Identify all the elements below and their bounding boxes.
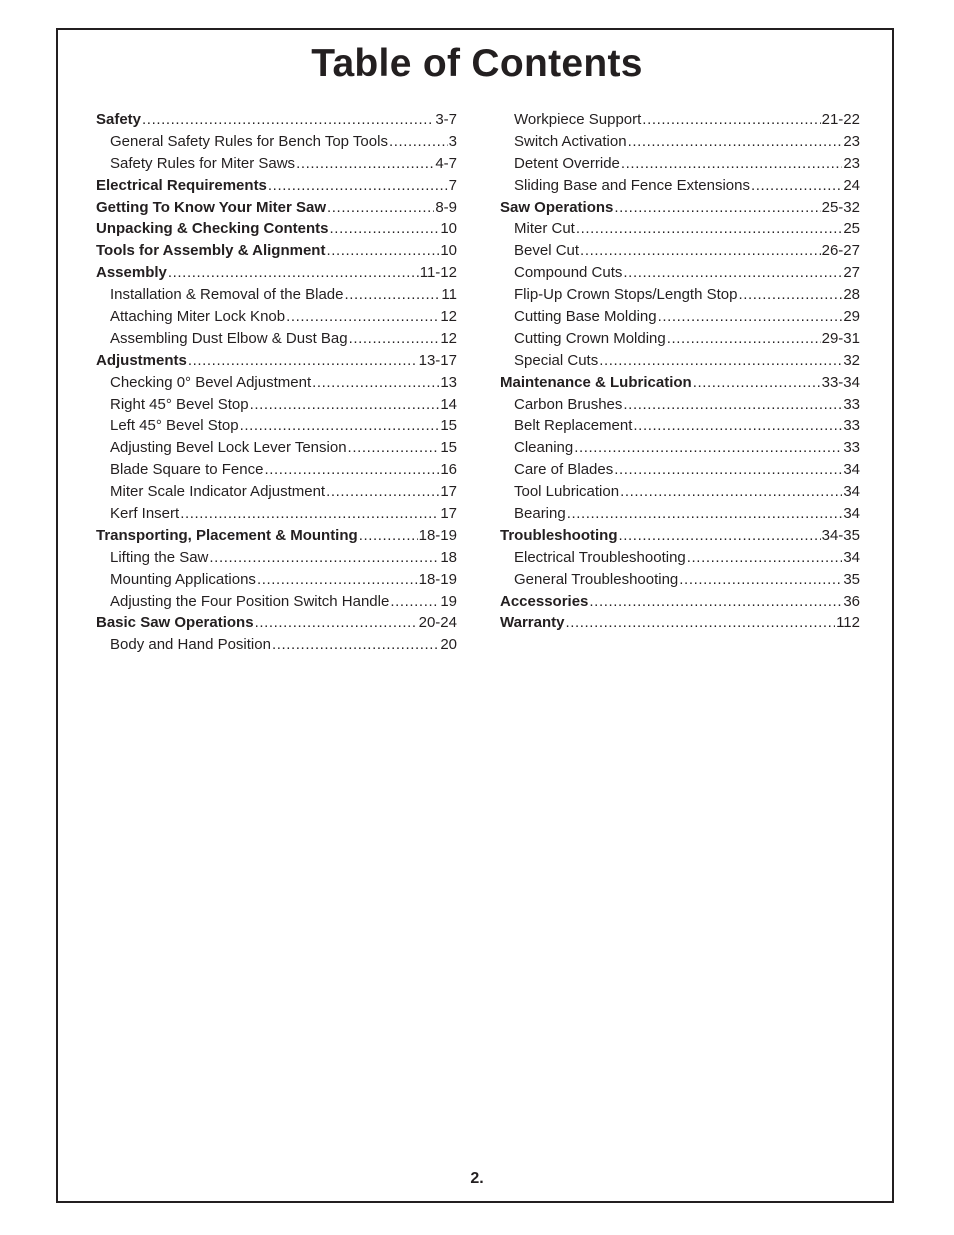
toc-entry-page: 13-17	[418, 351, 457, 369]
toc-entry-page: 29-31	[821, 329, 860, 347]
page-title: Table of Contents	[311, 42, 643, 85]
toc-entry-page: 36	[843, 592, 860, 610]
toc-entry-label: Installation & Removal of the Blade	[110, 286, 344, 304]
dot-leader	[567, 503, 843, 525]
toc-entry-label: Flip-Up Crown Stops/Length Stop	[514, 286, 738, 304]
toc-entry-label: Cutting Base Molding	[514, 308, 657, 326]
toc-entry-label: Maintenance & Lubrication	[500, 373, 692, 391]
dot-leader	[738, 284, 842, 306]
toc-subsection-entry[interactable]	[96, 372, 457, 394]
toc-entry-label: Switch Activation	[514, 132, 627, 150]
dot-leader	[599, 350, 842, 372]
dot-leader	[348, 437, 440, 459]
toc-entry-page: 16	[440, 461, 457, 479]
page-number: 2.	[470, 1170, 484, 1187]
toc-subsection-entry[interactable]	[500, 131, 860, 153]
toc-entry-label: Right 45° Bevel Stop	[110, 395, 249, 413]
toc-subsection-entry[interactable]	[500, 569, 860, 591]
toc-entry-label: Cutting Crown Molding	[514, 329, 666, 347]
toc-entry-label: Safety	[96, 111, 142, 128]
toc-entry-label: Troubleshooting	[500, 526, 618, 544]
toc-entry-page: 4-7	[435, 154, 457, 172]
toc-subsection-entry[interactable]	[500, 350, 860, 372]
toc-subsection-entry[interactable]	[500, 503, 860, 525]
toc-entry-label: Assembly	[96, 264, 167, 282]
dot-leader	[250, 394, 440, 416]
dot-leader	[628, 131, 843, 153]
toc-entry-page: 28	[843, 286, 860, 304]
toc-subsection-entry[interactable]	[96, 153, 457, 175]
toc-entry-page: 20-24	[418, 614, 457, 632]
toc-subsection-entry[interactable]	[500, 415, 860, 437]
dot-leader	[751, 175, 842, 197]
toc-entry-label: Electrical Troubleshooting	[514, 548, 686, 566]
toc-entry-label: Accessories	[500, 592, 589, 610]
toc-subsection-entry[interactable]	[500, 459, 860, 481]
dot-leader	[268, 175, 448, 197]
dot-leader	[614, 197, 820, 219]
toc-subsection-entry[interactable]	[96, 503, 457, 525]
toc-entry-page: 15	[440, 417, 457, 435]
dot-leader	[687, 547, 843, 569]
toc-entry-page: 25	[843, 220, 860, 238]
toc-subsection-entry[interactable]	[96, 634, 457, 656]
toc-entry-label: Left 45° Bevel Stop	[110, 417, 239, 435]
toc-entry-label: Lifting the Saw	[110, 548, 209, 566]
toc-section-entry[interactable]	[500, 612, 860, 634]
toc-section-entry[interactable]	[96, 262, 457, 284]
toc-entry-label: General Safety Rules for Bench Top Tools	[110, 132, 388, 150]
dot-leader	[390, 591, 439, 613]
toc-entry-page: 10	[440, 220, 457, 238]
toc-entry-page: 35	[843, 570, 860, 588]
toc-entry-page: 33	[843, 417, 860, 435]
toc-section-entry[interactable]	[96, 175, 457, 197]
toc-entry-label: Mounting Applications	[110, 570, 256, 588]
toc-subsection-entry[interactable]	[500, 328, 860, 350]
toc-subsection-entry[interactable]	[500, 109, 860, 131]
dot-leader	[326, 481, 439, 503]
toc-entry-page: 15	[440, 439, 457, 457]
toc-entry-label: Basic Saw Operations	[96, 614, 254, 632]
toc-section-entry[interactable]	[500, 591, 860, 613]
toc-entry-label: Tools for Assembly & Alignment	[96, 242, 326, 260]
toc-subsection-entry[interactable]	[500, 547, 860, 569]
toc-section-entry[interactable]	[500, 197, 860, 219]
toc-subsection-entry[interactable]	[96, 394, 457, 416]
dot-leader	[188, 350, 418, 372]
toc-section-entry[interactable]	[96, 197, 457, 219]
dot-leader	[614, 459, 842, 481]
toc-subsection-entry[interactable]	[96, 284, 457, 306]
toc-entry-page: 14	[440, 395, 457, 413]
toc-entry-label: Assembling Dust Elbow & Dust Bag	[110, 329, 348, 347]
toc-section-entry[interactable]	[500, 525, 860, 547]
dot-leader	[296, 153, 434, 175]
toc-entry-page: 18-19	[418, 526, 457, 544]
dot-leader	[389, 131, 448, 153]
toc-subsection-entry[interactable]	[96, 437, 457, 459]
toc-entry-label: Transporting, Placement & Mounting	[96, 526, 358, 544]
toc-entry-label: Sliding Base and Fence Extensions	[514, 176, 750, 194]
toc-entry-page: 34	[843, 483, 860, 501]
toc-entry-page: 34	[843, 505, 860, 523]
toc-entry-label: Miter Cut	[514, 220, 575, 238]
toc-entry-label: Tool Lubrication	[514, 483, 620, 501]
toc-entry-label: Checking 0° Bevel Adjustment	[110, 373, 312, 391]
toc-subsection-entry[interactable]	[500, 394, 860, 416]
toc-entry-label: Detent Override	[514, 154, 620, 172]
dot-leader	[359, 525, 418, 547]
toc-entry-page: 7	[448, 176, 457, 194]
dot-leader	[633, 415, 842, 437]
toc-subsection-entry[interactable]	[96, 328, 457, 350]
dot-leader	[264, 459, 439, 481]
toc-entry-label: Bearing	[514, 505, 566, 523]
toc-section-entry[interactable]	[96, 109, 457, 131]
toc-entry-page: 11-12	[419, 264, 457, 282]
toc-entry-label: Getting To Know Your Miter Saw	[96, 198, 327, 216]
dot-leader	[623, 394, 842, 416]
toc-entry-label: Electrical Requirements	[96, 176, 267, 194]
dot-leader	[326, 240, 439, 262]
toc-subsection-entry[interactable]	[500, 306, 860, 328]
dot-leader	[142, 109, 434, 131]
dot-leader	[565, 612, 835, 634]
toc-entry-page: 29	[843, 308, 860, 326]
toc-section-entry[interactable]	[96, 350, 457, 372]
toc-section-entry[interactable]	[500, 372, 860, 394]
toc-entry-page: 27	[843, 264, 860, 282]
toc-entry-page: 18	[440, 548, 457, 566]
toc-entry-page: 11	[441, 286, 457, 304]
toc-entry-page: 34-35	[821, 526, 860, 544]
dot-leader	[286, 306, 439, 328]
toc-subsection-entry[interactable]	[500, 218, 860, 240]
toc-entry-label: Warranty	[500, 614, 565, 632]
toc-entry-page: 10	[440, 242, 457, 260]
dot-leader	[168, 262, 419, 284]
toc-subsection-entry[interactable]	[96, 306, 457, 328]
toc-entry-label: Workpiece Support	[514, 111, 642, 128]
toc-left-column	[96, 109, 457, 656]
toc-subsection-entry[interactable]	[96, 415, 457, 437]
toc-entry-page: 25-32	[821, 198, 860, 216]
toc-entry-page: 112	[836, 614, 860, 632]
toc-entry-label: Saw Operations	[500, 198, 614, 216]
toc-subsection-entry[interactable]	[500, 153, 860, 175]
dot-leader	[589, 591, 842, 613]
toc-right-column	[500, 109, 860, 634]
toc-subsection-entry[interactable]	[500, 437, 860, 459]
toc-section-entry[interactable]	[96, 218, 457, 240]
dot-leader	[642, 109, 820, 131]
dot-leader	[623, 262, 842, 284]
toc-subsection-entry[interactable]	[96, 547, 457, 569]
toc-entry-label: Belt Replacement	[514, 417, 633, 435]
toc-subsection-entry[interactable]	[500, 481, 860, 503]
dot-leader	[619, 525, 821, 547]
dot-leader	[580, 240, 821, 262]
toc-entry-label: Adjustments	[96, 351, 187, 369]
toc-subsection-entry[interactable]	[96, 131, 457, 153]
dot-leader	[667, 328, 821, 350]
dot-leader	[344, 284, 440, 306]
toc-subsection-entry[interactable]	[500, 262, 860, 284]
toc-entry-label: Safety Rules for Miter Saws	[110, 154, 296, 172]
toc-entry-page: 33-34	[821, 373, 860, 391]
dot-leader	[574, 437, 842, 459]
toc-subsection-entry[interactable]	[96, 591, 457, 613]
toc-entry-label: Adjusting the Four Position Switch Handle	[110, 592, 390, 610]
dot-leader	[693, 372, 821, 394]
toc-entry-label: Compound Cuts	[514, 264, 623, 282]
toc-entry-label: Special Cuts	[514, 351, 599, 369]
toc-section-entry[interactable]	[96, 240, 457, 262]
toc-entry-page: 24	[843, 176, 860, 194]
toc-entry-page: 26-27	[821, 242, 860, 260]
toc-entry-page: 12	[440, 329, 457, 347]
toc-entry-label: Bevel Cut	[514, 242, 580, 260]
toc-entry-page: 33	[843, 439, 860, 457]
toc-entry-page: 12	[440, 308, 457, 326]
toc-entry-label: Carbon Brushes	[514, 395, 623, 413]
dot-leader	[209, 547, 439, 569]
toc-entry-label: Miter Scale Indicator Adjustment	[110, 483, 326, 501]
dot-leader	[312, 372, 439, 394]
toc-entry-label: Blade Square to Fence	[110, 461, 264, 479]
toc-entry-page: 8-9	[435, 198, 457, 216]
toc-subsection-entry[interactable]	[96, 459, 457, 481]
toc-entry-page: 19	[440, 592, 457, 610]
dot-leader	[327, 197, 434, 219]
toc-entry-label: General Troubleshooting	[514, 570, 679, 588]
dot-leader	[620, 481, 842, 503]
toc-entry-page: 32	[843, 351, 860, 369]
toc-subsection-entry[interactable]	[96, 569, 457, 591]
toc-entry-page: 23	[843, 154, 860, 172]
toc-entry-label: Cleaning	[514, 439, 574, 457]
toc-entry-page: 23	[843, 132, 860, 150]
dot-leader	[255, 612, 418, 634]
toc-entry-label: Adjusting Bevel Lock Lever Tension	[110, 439, 347, 457]
toc-entry-label: Kerf Insert	[110, 505, 180, 523]
dot-leader	[576, 218, 842, 240]
toc-subsection-entry[interactable]	[500, 175, 860, 197]
dot-leader	[180, 503, 439, 525]
toc-entry-page: 17	[440, 483, 457, 501]
dot-leader	[679, 569, 842, 591]
toc-entry-page: 34	[843, 548, 860, 566]
toc-entry-page: 13	[440, 373, 457, 391]
toc-entry-page: 17	[440, 505, 457, 523]
toc-entry-page: 3	[448, 132, 457, 150]
toc-subsection-entry[interactable]	[500, 240, 860, 262]
dot-leader	[330, 218, 440, 240]
dot-leader	[240, 415, 440, 437]
toc-entry-label: Body and Hand Position	[110, 636, 271, 654]
toc-entry-label: Unpacking & Checking Contents	[96, 220, 329, 238]
toc-entry-label: Attaching Miter Lock Knob	[110, 308, 286, 326]
toc-section-entry[interactable]	[96, 612, 457, 634]
dot-leader	[621, 153, 842, 175]
toc-entry-page: 20	[440, 636, 457, 654]
dot-leader	[658, 306, 843, 328]
dot-leader	[257, 569, 418, 591]
toc-entry-page: 18-19	[418, 570, 457, 588]
toc-entry-page: 33	[843, 395, 860, 413]
toc-entry-page: 21-22	[821, 111, 860, 128]
toc-entry-page: 3-7	[435, 111, 457, 128]
toc-subsection-entry[interactable]	[96, 481, 457, 503]
toc-subsection-entry[interactable]	[500, 284, 860, 306]
toc-section-entry[interactable]	[96, 525, 457, 547]
toc-entry-label: Care of Blades	[514, 461, 614, 479]
dot-leader	[349, 328, 440, 350]
dot-leader	[272, 634, 439, 656]
toc-entry-page: 34	[843, 461, 860, 479]
